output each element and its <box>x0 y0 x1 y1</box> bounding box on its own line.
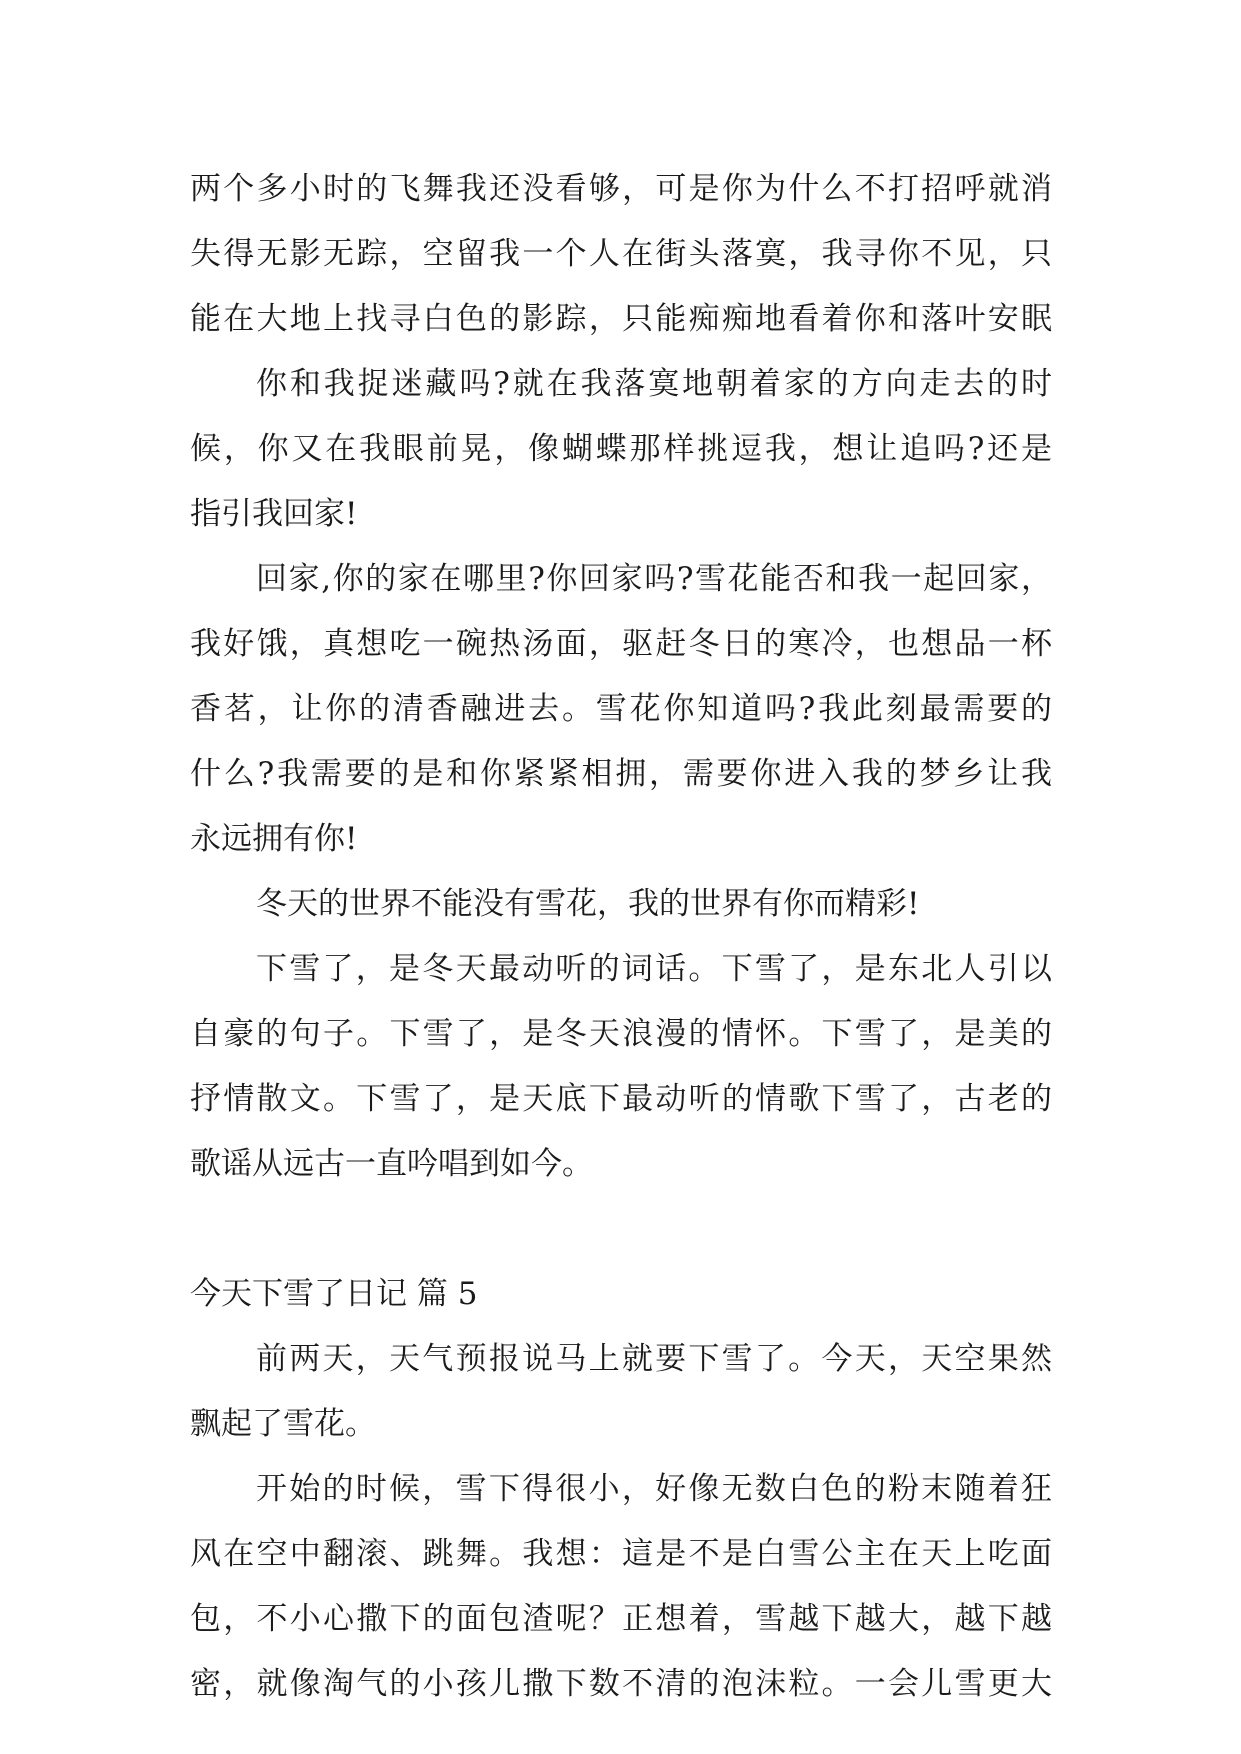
paragraph <box>190 1457 1052 1717</box>
text-line: 回家,你的家在哪里?你回家吗?雪花能否和我一起回家， <box>256 561 1052 597</box>
document-page <box>190 157 1052 1717</box>
paragraph <box>190 157 1052 352</box>
paragraph <box>190 872 1052 937</box>
paragraph <box>190 352 1052 547</box>
text-line: 冬天的世界不能没有雪花，我的世界有你而精彩! <box>256 886 920 922</box>
text-line: 抒情散文。下雪了，是天底下最动听的情歌下雪了，古老的 <box>190 1081 1052 1117</box>
paragraph <box>190 937 1052 1197</box>
text-line: 自豪的句子。下雪了，是冬天浪漫的情怀。下雪了，是美的 <box>190 1016 1052 1052</box>
text-line: 什么?我需要的是和你紧紧相拥，需要你进入我的梦乡让我 <box>190 756 1052 792</box>
text-line: 指引我回家! <box>190 496 358 532</box>
section-spacer <box>190 1197 1052 1262</box>
text-line: 失得无影无踪，空留我一个人在街头落寞，我寻你不见，只 <box>190 236 1052 272</box>
text-line: 香茗，让你的清香融进去。雪花你知道吗?我此刻最需要的 <box>190 691 1052 727</box>
text-line: 歌谣从远古一直吟唱到如今。 <box>190 1146 593 1182</box>
text-line: 前两天，天气预报说马上就要下雪了。今天，天空果然 <box>256 1341 1052 1377</box>
text-line: 两个多小时的飞舞我还没看够，可是你为什么不打招呼就消 <box>190 171 1052 207</box>
text-line: 密，就像淘气的小孩儿撒下数不清的泡沫粒。一会儿雪更大 <box>190 1666 1052 1702</box>
paragraph <box>190 547 1052 872</box>
text-line: 下雪了，是冬天最动听的词话。下雪了，是东北人引以 <box>256 951 1052 987</box>
text-line: 永远拥有你! <box>190 821 358 857</box>
text-line: 能在大地上找寻白色的影踪，只能痴痴地看着你和落叶安眠 <box>190 301 1052 337</box>
text-line: 你和我捉迷藏吗?就在我落寞地朝着家的方向走去的时 <box>256 366 1052 402</box>
section-heading: 今天下雪了日记 篇 5 <box>190 1276 478 1312</box>
paragraph <box>190 1327 1052 1457</box>
text-line: 风在空中翻滚、跳舞。我想：這是不是白雪公主在天上吃面 <box>190 1536 1052 1572</box>
text-line: 包，不小心撒下的面包渣呢？正想着，雪越下越大，越下越 <box>190 1601 1052 1637</box>
text-line: 候，你又在我眼前晃，像蝴蝶那样挑逗我，想让追吗?还是 <box>190 431 1052 467</box>
text-line: 我好饿，真想吃一碗热汤面，驱赶冬日的寒冷，也想品一杯 <box>190 626 1052 662</box>
text-line: 开始的时候，雪下得很小，好像无数白色的粉末随着狂 <box>256 1471 1052 1507</box>
text-line: 飘起了雪花。 <box>190 1406 376 1442</box>
